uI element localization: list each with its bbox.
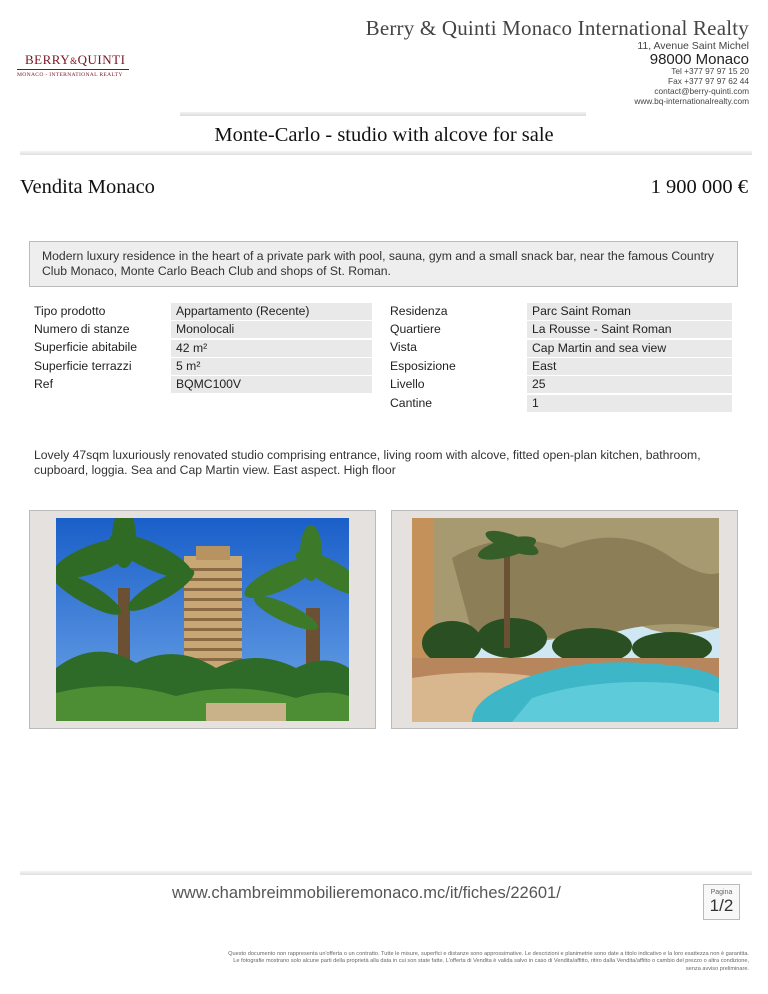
spec-label: Residenza: [390, 304, 448, 318]
disclaimer-line: Le fotografie mostrano solo alcune parti della proprietà alla data in cui son state fatte. L'offerta di Vendita è valida salvo in caso di Vendita/affitto, ritiro dalla Vendita/affitto o cambio del prezzo o altra condizione,: [233, 958, 749, 965]
spec-label: Superficie terrazzi: [34, 359, 132, 373]
page-indicator: [703, 884, 740, 920]
photo-frame-2: [391, 510, 738, 729]
agency-contact: [634, 66, 749, 106]
spec-label: Cantine: [390, 396, 433, 410]
footer-divider: [20, 871, 752, 875]
page-label: Pagina: [710, 889, 733, 896]
spec-value: 25: [527, 376, 732, 393]
header-divider: [180, 112, 586, 116]
spec-value: 1: [527, 395, 732, 412]
spec-value: Monolocali: [171, 321, 372, 338]
logo-wordmark: BERRY&QUINTI: [25, 52, 126, 67]
spec-value: 5 m²: [171, 358, 372, 375]
agency-address: 11, Avenue Saint Michel: [637, 40, 749, 52]
property-photo-pool[interactable]: [412, 518, 719, 722]
logo-tagline: MONACO - INTERNATIONAL REALTY: [17, 72, 123, 78]
listing-description: Lovely 47sqm luxuriously renovated studio comprising entrance, living room with alcove, fitted open-plan kitchen, bathroom, cupboard, loggia. Sea and Cap Martin view. East aspect. High floor: [34, 448, 701, 477]
spec-label: Ref: [34, 377, 53, 391]
page-number: 1/2: [709, 896, 734, 915]
spec-label: Superficie abitabile: [34, 340, 137, 354]
legal-disclaimer: [129, 951, 749, 973]
spec-value: East: [527, 358, 732, 375]
logo-rule: [17, 69, 129, 70]
sale-type: Vendita Monaco: [20, 176, 155, 198]
footer-url[interactable]: www.chambreimmobilieremonaco.mc/it/fiches/22601/: [172, 884, 561, 902]
agency-fax: Fax +377 97 97 62 44: [668, 76, 749, 86]
listing-title: Monte-Carlo - studio with alcove for sale: [214, 124, 554, 146]
agency-tel: Tel +377 97 97 15 20: [671, 66, 749, 76]
agency-email[interactable]: contact@berry-quinti.com: [654, 86, 749, 96]
summary-box: Modern luxury residence in the heart of a private park with pool, sauna, gym and a small snack bar, near the famous Country Club Monaco, Monte Carlo Beach Club and shops of St. Roman.: [29, 241, 738, 287]
spec-value: Appartamento (Recente): [171, 303, 372, 320]
agency-logo: [17, 52, 129, 78]
spec-label: Esposizione: [390, 359, 456, 373]
photo-frame-1: [29, 510, 376, 729]
spec-label: Livello: [390, 377, 425, 391]
title-divider: [20, 151, 752, 155]
property-photo-tower[interactable]: [56, 518, 349, 721]
agency-city: 98000 Monaco: [649, 51, 749, 68]
spec-value: BQMC100V: [171, 376, 372, 393]
agency-name: Berry & Quinti Monaco International Realty: [365, 16, 749, 40]
spec-value: 42 m²: [171, 340, 372, 357]
agency-website[interactable]: www.bq-internationalrealty.com: [634, 96, 749, 106]
spec-value: Cap Martin and sea view: [527, 340, 732, 357]
disclaimer-line: Questo documento non rappresenta un'offerta o un contratto. Tutte le misure, superfici e distanze sono approssimative. Le descrizioni e planimetrie sono date a titolo indicativo e la loro esattezza non è garantita.: [228, 951, 749, 957]
spec-label: Quartiere: [390, 322, 441, 336]
spec-value: La Rousse - Saint Roman: [527, 321, 732, 338]
disclaimer-line: senza avviso preliminare.: [685, 965, 749, 972]
listing-price: 1 900 000 €: [650, 176, 748, 198]
spec-label: Tipo prodotto: [34, 304, 106, 318]
spec-label: Vista: [390, 340, 417, 354]
spec-value: Parc Saint Roman: [527, 303, 732, 320]
spec-label: Numero di stanze: [34, 322, 130, 336]
